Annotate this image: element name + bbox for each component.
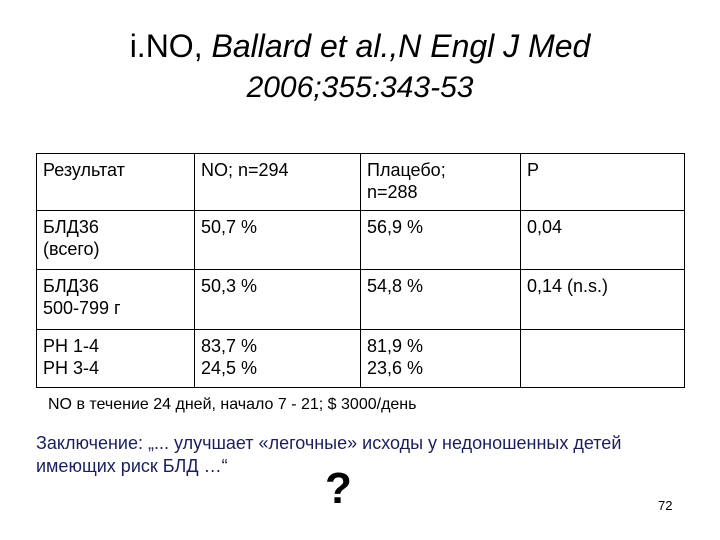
table-cell: PH 1-4 PH 3-4 <box>37 330 195 388</box>
title-citation: 2006;355:343-53 <box>246 71 474 104</box>
results-table <box>36 153 685 388</box>
slide-title <box>0 26 720 108</box>
table-cell: БЛД36 (всего) <box>37 211 195 270</box>
title-reference: Ballard et al.,N Engl J Med <box>211 28 591 64</box>
table-cell: 81,9 % 23,6 % <box>361 330 521 388</box>
table-cell: 50,3 % <box>195 270 361 330</box>
page-number: 72 <box>658 498 673 513</box>
title-lead: i.NO, <box>129 28 203 64</box>
table-cell: 54,8 % <box>361 270 521 330</box>
table-cell: 83,7 % 24,5 % <box>195 330 361 388</box>
conclusion-text: Заключение: „... улучшает «легочные» исходы у недоношенных детей имеющих риск БЛД …“ <box>36 433 622 476</box>
header-cell-p: P <box>521 154 685 211</box>
table-row <box>37 270 685 330</box>
table-cell: 50,7 % <box>195 211 361 270</box>
table-row <box>37 330 685 388</box>
header-cell-placebo: Плацебо; n=288 <box>361 154 521 211</box>
table-cell: 56,9 % <box>361 211 521 270</box>
question-mark: ? <box>325 464 352 513</box>
header-cell-no: NO; n=294 <box>195 154 361 211</box>
table-header-row <box>37 154 685 211</box>
table-cell <box>521 330 685 388</box>
table-cell: 0,14 (n.s.) <box>521 270 685 330</box>
title-line-1 <box>0 26 720 66</box>
table-row <box>37 211 685 270</box>
table-cell: БЛД36 500-799 г <box>37 270 195 330</box>
header-cell-result: Результат <box>37 154 195 211</box>
treatment-note: NO в течение 24 дней, начало 7 - 21; $ 3000/день <box>48 396 417 413</box>
table-cell: 0,04 <box>521 211 685 270</box>
